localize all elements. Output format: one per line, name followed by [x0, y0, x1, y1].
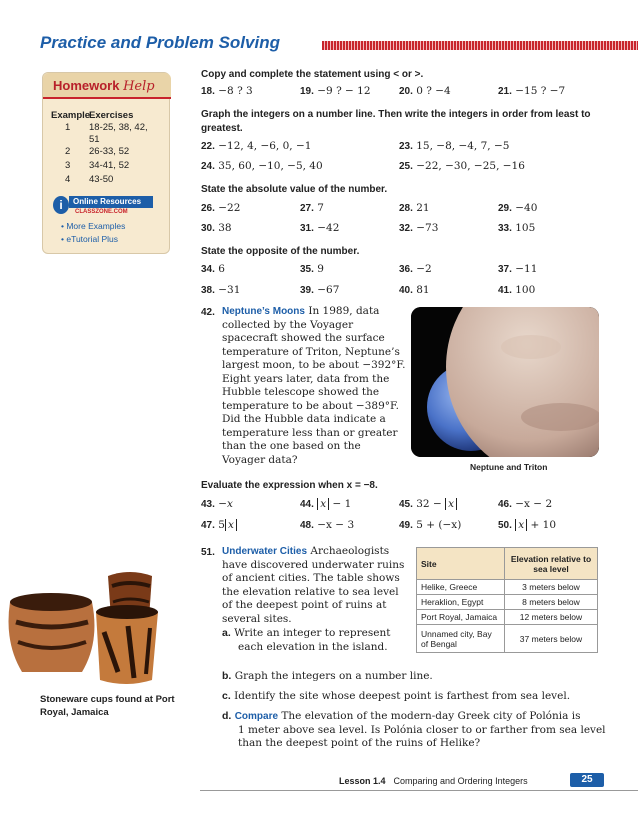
- hw-example: 4: [65, 174, 71, 185]
- topic-label: Underwater Cities: [222, 546, 308, 557]
- exercise-number: 49.: [399, 520, 413, 531]
- title-decor-bar: [322, 41, 638, 50]
- exercise: [201, 85, 253, 97]
- info-icon: i: [53, 196, 69, 214]
- exercise: [399, 519, 461, 531]
- exercise-text: 5: [218, 519, 225, 531]
- absolute-value-expr: x: [445, 498, 457, 510]
- exercise: [498, 85, 565, 97]
- hw-exercises: 51: [89, 134, 100, 145]
- exercise-text: −x: [218, 498, 233, 510]
- directions-opposite: State the opposite of the number.: [201, 246, 360, 257]
- exercise: [498, 284, 535, 296]
- problem-line: collected by the Voyager: [222, 318, 354, 331]
- part-text: Graph the integers on a number line.: [234, 670, 433, 682]
- exercise: [498, 519, 556, 531]
- table-cell-elevation: 3 meters below: [504, 580, 597, 595]
- underwater-problem: [222, 545, 414, 626]
- homework-label: Homework: [53, 78, 120, 93]
- exercise-text: 9: [317, 263, 324, 275]
- absolute-value-expr: x: [515, 519, 527, 531]
- exercise-text: −22, −30, −25, −16: [416, 160, 525, 172]
- exercise: [399, 202, 430, 214]
- topic-label: Compare: [234, 711, 279, 722]
- hw-example: 3: [65, 160, 71, 171]
- exercise: [498, 202, 537, 214]
- exercise-text: 100: [515, 284, 536, 296]
- exercise-text: 105: [515, 222, 536, 234]
- absolute-value-expr: x: [317, 498, 329, 510]
- part-text: Identify the site whose deepest point is farthest from sea level.: [234, 690, 571, 702]
- problem-line: than the one based on the: [222, 440, 361, 452]
- exercise: [300, 263, 324, 275]
- exercise-text: 15, −8, −4, 7, −5: [416, 140, 510, 152]
- exercise-number: 51.: [201, 547, 215, 558]
- exercise-number: 33.: [498, 223, 512, 234]
- elevation-table: [416, 547, 598, 653]
- exercise-number: 39.: [300, 285, 314, 296]
- exercise: [498, 498, 552, 510]
- table-cell-elevation: 37 meters below: [504, 625, 597, 653]
- exercise: [300, 284, 339, 296]
- part-a: [222, 627, 422, 654]
- exercise-number: 32.: [399, 223, 413, 234]
- homework-help-title: [53, 78, 155, 94]
- exercise: [300, 498, 351, 510]
- exercise-text: −40: [515, 202, 538, 214]
- table-cell-site: Heraklion, Egypt: [417, 595, 505, 610]
- exercise-text: 32 −: [416, 498, 442, 510]
- exercise-text: −8 ? 3: [218, 85, 253, 97]
- part-label: d.: [222, 710, 232, 722]
- neptune-caption: Neptune and Triton: [470, 462, 548, 472]
- directions-evaluate: Evaluate the expression when x = −8.: [201, 480, 378, 491]
- exercise-text: 38: [218, 222, 232, 234]
- exercise: [300, 85, 371, 97]
- col-example-header: Example: [51, 110, 91, 121]
- exercise-number: 50.: [498, 520, 512, 531]
- exercise-text: −22: [218, 202, 241, 214]
- exercise-number: 21.: [498, 86, 512, 97]
- exercise-number: 18.: [201, 86, 215, 97]
- problem-line: several sites.: [222, 612, 292, 625]
- problem-line: temperature of Triton, Neptune’s: [222, 345, 400, 358]
- homework-help-header: [43, 73, 171, 99]
- directions-graph: Graph the integers on a number line. Then write the integers in order from least to greatest.: [201, 109, 591, 134]
- hw-example: 1: [65, 122, 71, 133]
- exercise-number: 19.: [300, 86, 314, 97]
- exercise: [399, 263, 432, 275]
- problem-line: Hubble telescope showed the: [222, 386, 380, 398]
- stoneware-cups-photo: [0, 562, 172, 688]
- footer-divider: [200, 790, 638, 791]
- exercise-number: 27.: [300, 203, 314, 214]
- exercise: [399, 284, 430, 296]
- part-text: The elevation of the modern-day Greek city of Polónia is: [281, 710, 581, 722]
- part-label: c.: [222, 690, 231, 702]
- exercise-number: 34.: [201, 264, 215, 275]
- part-label: b.: [222, 670, 232, 682]
- problem-line: Voyager data?: [222, 453, 298, 466]
- exercise-number: 25.: [399, 161, 413, 172]
- problem-line: Eight years later, data from the: [222, 372, 390, 385]
- problem-line: of the deepest point of ruins at: [222, 599, 387, 611]
- more-examples-link[interactable]: • More Examples: [61, 221, 126, 231]
- exercise: [201, 140, 311, 152]
- table-row: [417, 625, 598, 653]
- exercise-text: −67: [317, 284, 340, 296]
- exercise-text: 7: [317, 202, 324, 214]
- table-row: [417, 580, 598, 595]
- exercise-number: 41.: [498, 285, 512, 296]
- table-header-site: Site: [417, 548, 505, 580]
- part-label: a.: [222, 627, 231, 639]
- exercise-text: −2: [416, 263, 432, 275]
- exercise-text: −x − 2: [515, 498, 553, 510]
- exercise: [399, 222, 438, 234]
- page-number: 25: [570, 773, 604, 787]
- table-row: [417, 610, 598, 625]
- problem-line: Did the Hubble data indicate a: [222, 413, 386, 425]
- hw-exercises: 43-50: [89, 174, 114, 185]
- part-text: Write an integer to represent: [234, 627, 391, 639]
- exercise-text: −11: [515, 263, 538, 275]
- exercise: [300, 202, 324, 214]
- exercise-number: 28.: [399, 203, 413, 214]
- table-row: [417, 595, 598, 610]
- exercise: [201, 202, 240, 214]
- exercise-number: 47.: [201, 520, 215, 531]
- exercise: [201, 284, 240, 296]
- lesson-number: Lesson 1.4: [339, 776, 386, 786]
- exercise: [201, 519, 237, 531]
- exercise: [498, 263, 537, 275]
- hw-exercises: 34-41, 52: [89, 160, 130, 171]
- exercise-number: 44.: [300, 499, 314, 510]
- exercise: [399, 160, 525, 172]
- problem-line: the elevation relative to sea level: [222, 585, 399, 598]
- exercise-number: 46.: [498, 499, 512, 510]
- help-label: Help: [123, 79, 155, 94]
- exercise: [399, 85, 451, 97]
- part-c: [222, 690, 602, 704]
- part-text: 1 meter above sea level. Is Polónia closer to or farther from sea level: [238, 723, 606, 736]
- homework-help-box: [42, 72, 170, 254]
- exercise-text: − 1: [332, 498, 352, 510]
- table-cell-site: Port Royal, Jamaica: [417, 610, 505, 625]
- problem-line: Archaeologists: [310, 545, 390, 557]
- problem-line: of ancient cities. The table shows: [222, 572, 400, 584]
- exercise-text: 21: [416, 202, 430, 214]
- hw-example: 2: [65, 146, 71, 157]
- cups-caption: Stoneware cups found at Port Royal, Jamaica: [40, 694, 175, 718]
- exercise-text: 81: [416, 284, 430, 296]
- exercise: [201, 222, 232, 234]
- exercise-number: 30.: [201, 223, 215, 234]
- exercise: [201, 160, 323, 172]
- problem-line: have discovered underwater ruins: [222, 558, 405, 571]
- exercise-text: −31: [218, 284, 241, 296]
- hw-exercises: 18-25, 38, 42,: [89, 122, 148, 133]
- table-cell-elevation: 8 meters below: [504, 595, 597, 610]
- neptune-problem: [222, 305, 412, 467]
- exercise: [399, 140, 509, 152]
- exercise-number: 43.: [201, 499, 215, 510]
- exercise: [201, 263, 225, 275]
- table-cell-elevation: 12 meters below: [504, 610, 597, 625]
- exercise: [300, 222, 339, 234]
- exercise-number: 38.: [201, 285, 215, 296]
- topic-label: Neptune’s Moons: [222, 306, 305, 317]
- neptune-triton-photo: [411, 307, 599, 457]
- exercise-number: 48.: [300, 520, 314, 531]
- table-header-elevation: Elevation relative to sea level: [504, 548, 597, 580]
- hw-exercises: 26-33, 52: [89, 146, 130, 157]
- exercise: [399, 498, 457, 510]
- exercise-text: −42: [317, 222, 340, 234]
- problem-line: In 1989, data: [308, 305, 380, 317]
- etutorial-link[interactable]: • eTutorial Plus: [61, 234, 118, 244]
- exercise-text: −x − 3: [317, 519, 355, 531]
- exercise-number: 40.: [399, 285, 413, 296]
- exercise-text: −12, 4, −6, 0, −1: [218, 140, 312, 152]
- exercise-text: −9 ? − 12: [317, 85, 371, 97]
- exercise-text: 0 ? −4: [416, 85, 451, 97]
- online-resources-label: Online Resources: [69, 196, 153, 208]
- problem-line: temperature to be about −389°F.: [222, 399, 400, 412]
- exercise-number: 36.: [399, 264, 413, 275]
- lesson-title: Comparing and Ordering Integers: [393, 776, 528, 786]
- problem-line: spacecraft showed the surface: [222, 332, 385, 344]
- exercise-number: 23.: [399, 141, 413, 152]
- footer-lesson: [339, 776, 528, 786]
- exercise: [201, 498, 233, 510]
- exercise: [498, 222, 535, 234]
- exercise-number: 26.: [201, 203, 215, 214]
- col-exercises-header: Exercises: [89, 110, 134, 121]
- exercise-number: 20.: [399, 86, 413, 97]
- exercise-text: 35, 60, −10, −5, 40: [218, 160, 323, 172]
- exercise-text: −73: [416, 222, 439, 234]
- exercise-text: −15 ? −7: [515, 85, 566, 97]
- classzone-link[interactable]: CLASSZONE.COM: [75, 209, 128, 215]
- exercise-text: 5 + (−x): [416, 519, 462, 531]
- exercise-text: 6: [218, 263, 225, 275]
- directions-compare: Copy and complete the statement using < or >.: [201, 69, 424, 80]
- page-title: Practice and Problem Solving: [40, 33, 280, 52]
- exercise-number: 37.: [498, 264, 512, 275]
- exercise-number: 29.: [498, 203, 512, 214]
- directions-absolute-value: State the absolute value of the number.: [201, 184, 388, 195]
- absolute-value-expr: x: [225, 519, 237, 531]
- part-d: [222, 710, 622, 751]
- exercise-number: 35.: [300, 264, 314, 275]
- problem-line: largest moon, to be about −392°F.: [222, 359, 406, 371]
- table-cell-site: Helike, Greece: [417, 580, 505, 595]
- exercise-number: 31.: [300, 223, 314, 234]
- problem-line: temperature less than or greater: [222, 426, 398, 439]
- exercise: [300, 519, 354, 531]
- table-cell-site: Unnamed city, Bay of Bengal: [417, 625, 505, 653]
- part-text: than the deepest point of the ruins of Helike?: [238, 737, 481, 749]
- exercise-number: 45.: [399, 499, 413, 510]
- exercise-number: 42.: [201, 307, 215, 318]
- exercise-number: 22.: [201, 141, 215, 152]
- exercise-number: 24.: [201, 161, 215, 172]
- part-b: [222, 670, 602, 684]
- part-text: each elevation in the island.: [238, 640, 388, 653]
- exercise-text: + 10: [530, 519, 557, 531]
